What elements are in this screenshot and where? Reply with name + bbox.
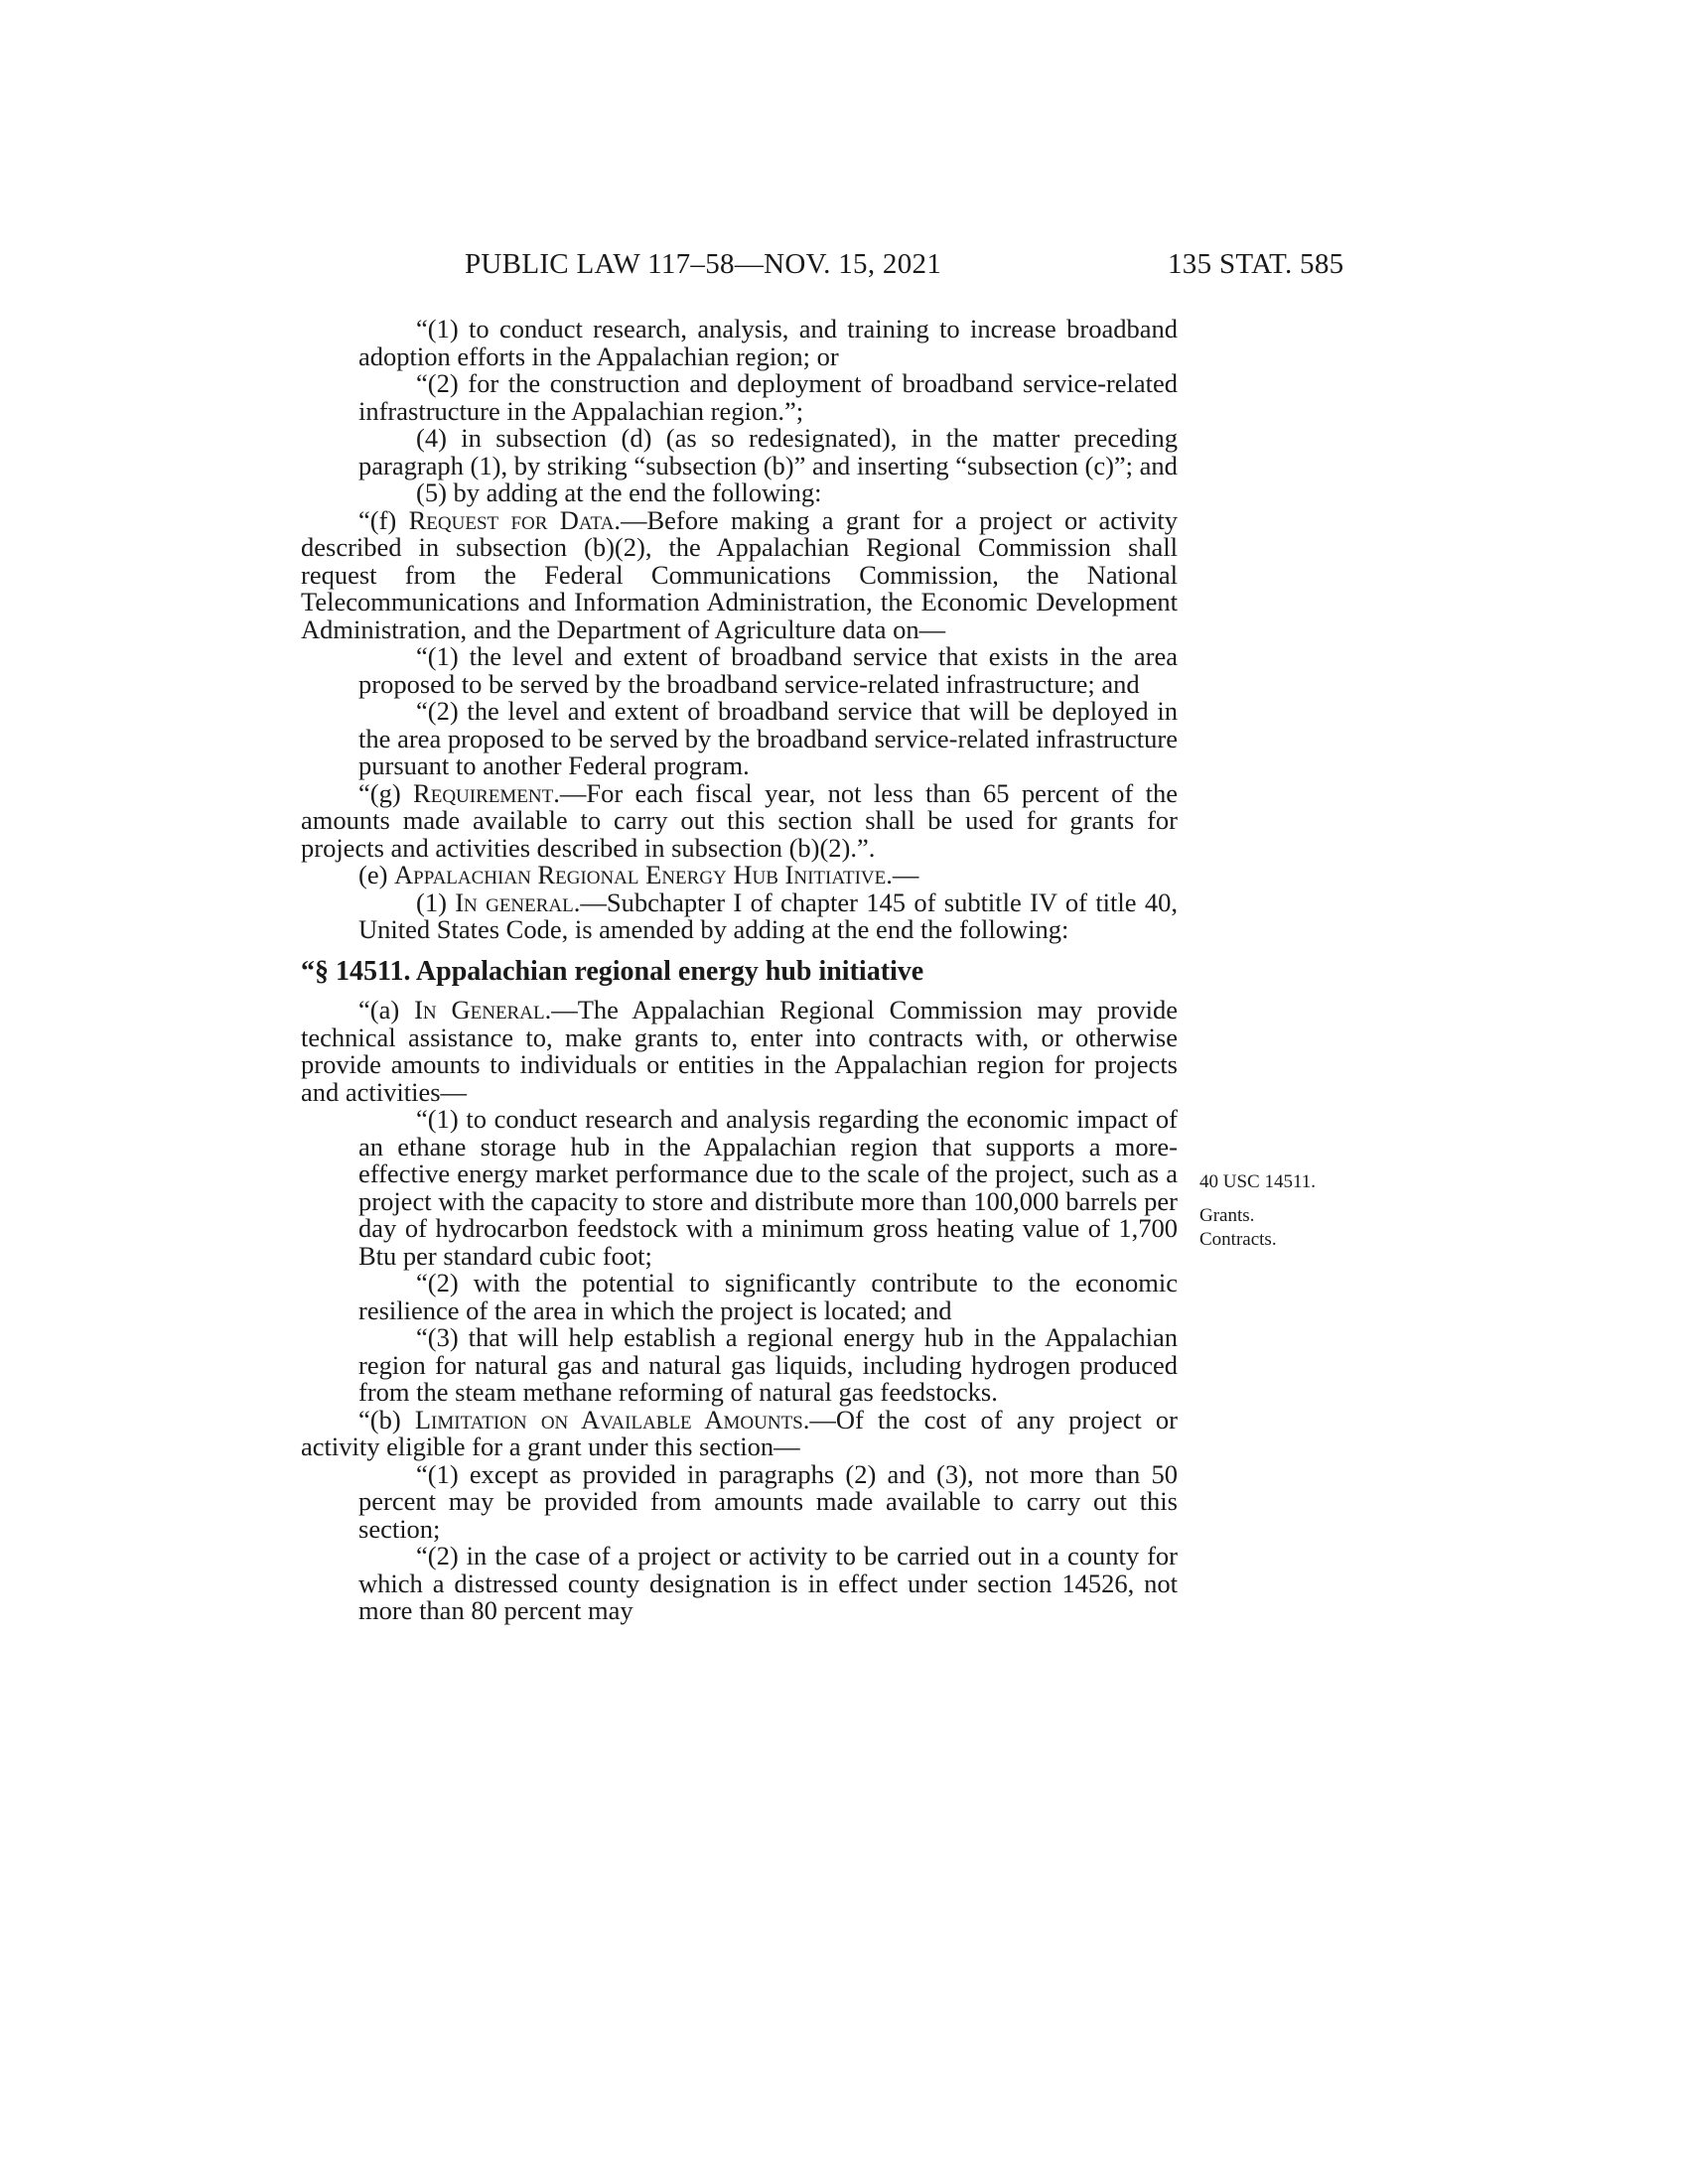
- margin-note-topic: Grants.: [1199, 1205, 1255, 1226]
- paragraph: (5) by adding at the end the following:: [416, 478, 822, 507]
- subsection-caption: Limitation on Available Amounts: [414, 1404, 803, 1434]
- subsection-caption: Appalachian Regional Energy Hub Initiative: [394, 860, 887, 889]
- paragraph: “(1) the level and extent of broadband service that exists in the area proposed to be served by the broadband service-related infrastructure; and: [358, 641, 1178, 699]
- paragraph: “(g) Requirement.—For each fiscal year, not less than 65 percent of the amounts made available to carry out this section shall be used for grants for projects and activities described in subsection (b)(2).”.: [301, 777, 1178, 863]
- section-heading: “§ 14511. Appalachian regional energy hub initiative: [301, 955, 924, 987]
- paragraph: (e) Appalachian Regional Energy Hub Initiative.—: [358, 860, 919, 889]
- paragraph: (4) in subsection (d) (as so redesignated), in the matter preceding paragraph (1), by striking “subsection (b)” and inserting “subsection (c)”; and: [358, 423, 1178, 480]
- subsection-caption: Requirement: [413, 777, 554, 808]
- paragraph: “(3) that will help establish a regional energy hub in the Appalachian region for natural gas and natural gas liquids, including hydrogen produced from the steam methane reforming of natural gas feedstocks.: [358, 1322, 1178, 1407]
- page-number: 135 STAT. 585: [1168, 248, 1344, 280]
- law-title: PUBLIC LAW 117–58—NOV. 15, 2021: [465, 248, 942, 280]
- margin-note-topics: [1199, 1204, 1277, 1252]
- paragraph: (1) In general.—Subchapter I of chapter 145 of subtitle IV of title 40, United States Code, is amended by adding at the end the following:: [358, 887, 1178, 944]
- paragraph: “(a) In General.—The Appalachian Regional Commission may provide technical assistance to, make grants to, enter into contracts with, or otherwise provide amounts to individuals or entities in the Appalachian region for projects and activities—: [301, 995, 1178, 1107]
- paragraph: “(2) the level and extent of broadband service that will be deployed in the area proposed to be served by the broadband service-related infrastructure pursuant to another Federal program.: [358, 696, 1178, 780]
- subsection-caption: Request for Data: [408, 504, 615, 535]
- paragraph: “(2) in the case of a project or activity to be carried out in a county for which a distressed county designation is in effect under section 14526, not more than 80 percent may: [358, 1541, 1178, 1625]
- paragraph: “(b) Limitation on Available Amounts.—Of the cost of any project or activity eligible for a grant under this section—: [301, 1404, 1178, 1461]
- subsection-caption: In General: [414, 995, 545, 1024]
- paragraph: “(1) to conduct research and analysis regarding the economic impact of an ethane storage hub in the Appalachian region that supports a more-effective energy market performance due to the scale of the project, such as a project with the capacity to store and distribute more than 100,000 barrels per day of hydrocarbon feedstock with a minimum gross heating value of 1,700 Btu per standard cubic foot;: [358, 1104, 1178, 1271]
- paragraph: “(1) except as provided in paragraphs (2) and (3), not more than 50 percent may be provided from amounts made available to carry out this section;: [358, 1458, 1178, 1544]
- margin-note-citation: 40 USC 14511.: [1199, 1171, 1317, 1192]
- subsection-caption: In general: [455, 887, 574, 917]
- running-header: [0, 248, 1688, 288]
- document-body: [301, 316, 1178, 1625]
- margin-note-topic: Contracts.: [1199, 1229, 1277, 1250]
- paragraph: “(2) with the potential to significantly contribute to the economic resilience of the area in which the project is located; and: [358, 1268, 1178, 1325]
- paragraph: “(2) for the construction and deployment of broadband service-related infrastructure in the Appalachian region.”;: [358, 368, 1178, 426]
- paragraph: “(1) to conduct research, analysis, and training to increase broadband adoption efforts in the Appalachian region; or: [358, 314, 1178, 371]
- paragraph: “(f) Request for Data.—Before making a grant for a project or activity described in subsection (b)(2), the Appalachian Regional Commission shall request from the Federal Communications Commission, the National Telecommunications and Information Administration, the Economic Development Administration, and the Department of Agriculture data on—: [301, 504, 1178, 644]
